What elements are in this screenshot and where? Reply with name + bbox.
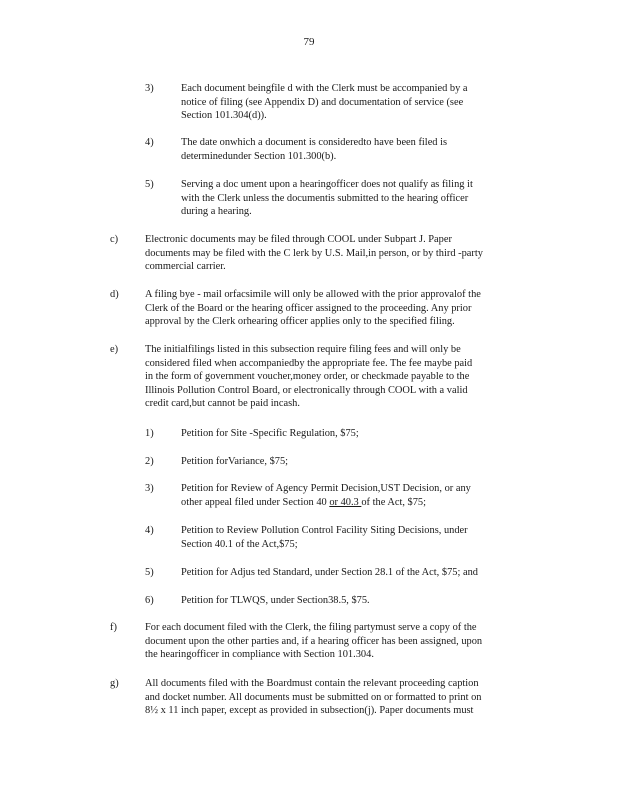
item-label: 4) [145,137,154,148]
item-label: 2) [145,456,154,467]
item-label: 4) [145,525,154,536]
item-text: The date onwhich a document is consideredto have been filed is determinedunder Section 101.300(b). [181,137,448,162]
item-label: g) [110,678,119,689]
item-text: Electronic documents may be filed through COOL under Subpart J. Paper documents may be filed with the C lerk by U.S. Mail,in person, or by third -party commercial carrier. [145,234,483,273]
item-text: Petition forVariance, $75; [181,456,289,467]
item-label: e) [110,344,119,355]
item-label: 5) [145,179,154,190]
item-text: A filing bye - mail orfacsimile will only be allowed with the prior approvalof the Clerk of the Board or the hearing officer assigned to the proceeding. Any prior approval by the Clerk orhearing officer applies only to the specified filing. [145,289,481,328]
inserted-text: or 40.3 [329,496,362,508]
item-label: 5) [145,567,154,578]
item-label: f) [110,622,117,633]
item-label: c) [110,234,119,245]
page-number: 79 [303,36,315,48]
item-text: Petition for TLWQS, under Section38.5, $75. [181,595,370,606]
item-label: d) [110,289,119,300]
item-text: For each document filed with the Clerk, the filing partymust serve a copy of the document upon the other parties and, if a hearing officer has been assigned, upon the hearingofficer in compliance with Section 101.304. [145,622,483,661]
item-label: 3) [145,83,154,94]
item-text: The initialfilings listed in this subsection require filing fees and will only be considered filed when accompaniedby the appropriate fee. The fee maybe paid in the form of government voucher,money order, or checkmade payable to the Illinois Pollution Control Board, or electronically through COOL with a valid credit card,but cannot be paid incash. [145,344,473,410]
item-text: Petition for Adjus ted Standard, under Section 28.1 of the Act, $75; and [181,567,478,578]
item-text: Petition for Site -Specific Regulation, $75; [181,428,359,439]
item-label: 3) [145,483,154,494]
item-label: 6) [145,595,154,606]
item-text: All documents filed with the Boardmust contain the relevant proceeding caption and docket number. All documents must be submitted on or formatted to print on 8½ x 11 inch paper, except as provided in subsection(j). Paper documents must [145,678,482,717]
item-label: 1) [145,428,154,439]
item-text: Each document beingfile d with the Clerk must be accompanied by a notice of filing (see Appendix D) and documentation of service (see Section 101.304(d)). [181,83,468,122]
item-text: Petition to Review Pollution Control Facility Siting Decisions, under Section 40.1 of the Act,$75; [181,525,468,550]
item-text: Serving a doc ument upon a hearingofficer does not qualify as filing it with the Clerk unless the documentis submitted to the hearing officer during a hearing. [181,179,473,218]
item-text: Petition for Review of Agency Permit Decision,UST Decision, or any other appeal filed under Section 40 or 40.3 of the Act, $75; [181,483,471,508]
